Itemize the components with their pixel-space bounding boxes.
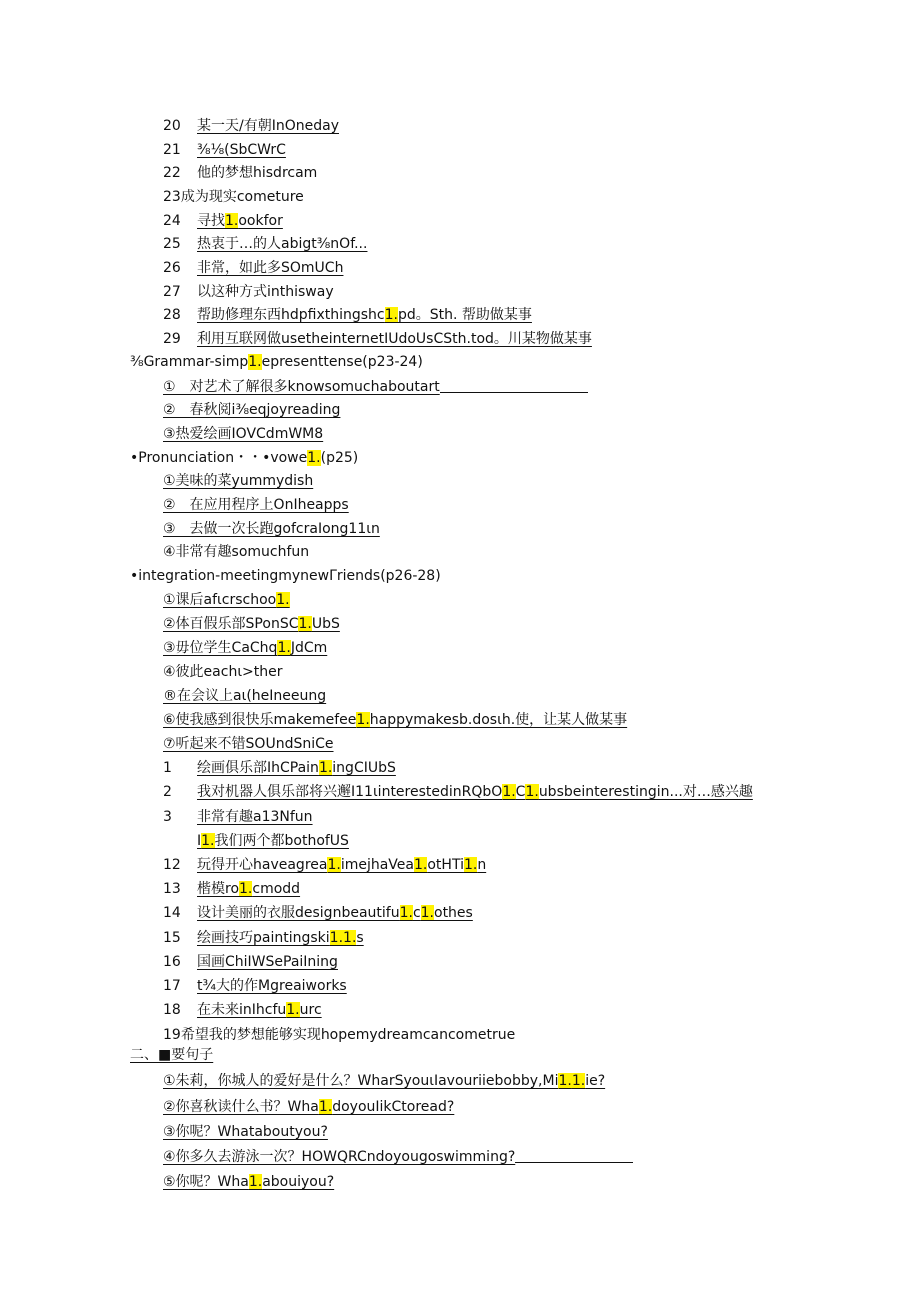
key-sentence-4 [163,1147,633,1167]
item-number: 3 [163,809,172,825]
item-number: 28 [163,307,181,323]
vocab-item-b-3 [163,831,349,851]
item-text: 23成为现实cometure [163,189,304,205]
highlight-mark: 1. [414,857,428,873]
highlight-mark: 1. [384,307,398,323]
item-text: cmodd [252,881,301,897]
vocab-item-28 [163,305,532,325]
item-text: ⑦听起来不错SOUndSniCe [163,736,334,752]
highlight-mark: 1. [558,1073,572,1089]
item-text: 利用互联网做usetheinternetIUdoUsCSth.tod。川某物做某事 [197,331,592,347]
item-text: ② 春秋阅i⅜eqjoyreading [163,402,341,418]
highlight-mark: 1. [399,905,413,921]
item-text: JdCm [290,640,328,656]
vocab-item-21 [163,140,286,160]
blank-line [515,1162,633,1163]
pronunciation-item-4 [163,542,309,562]
item-text: C [515,784,526,800]
item-text-group [197,954,338,970]
item-text: 楷模ro [197,881,240,897]
vocab-item-b-10 [163,1000,322,1020]
key-sentence-2 [163,1097,454,1117]
item-text: ①美味的菜yummydish [163,473,314,489]
highlight-mark: 1. [201,833,215,849]
item-text: ubsbeinterestingin...对…感兴趣 [538,784,753,800]
highlight-mark: 1. [276,592,290,608]
item-text: urc [299,1002,322,1018]
highlight-mark: 1. [239,881,253,897]
item-text-group [163,1124,328,1140]
highlight-mark: 1. [502,784,516,800]
item-text: c [412,905,421,921]
item-text: 非常有趣a13Nfun [197,809,313,825]
vocab-item-b-1 [163,782,753,802]
pronunciation-item-2 [163,495,349,515]
highlight-mark: 1. [356,712,370,728]
item-text: 我对机器人俱乐部将兴邂I11ιinterestedinRQbO [197,784,503,800]
item-number: 25 [163,236,181,252]
highlight-mark: 1. [463,857,478,873]
section-heading-pronunciation [130,448,358,468]
item-text: 我们两个都bothofUS [214,833,349,849]
grammar-item-3 [163,424,323,444]
item-text: 设计美丽的衣服designbeautifu [197,905,400,921]
item-text: ④你多久去游泳一次？HOWQRCndoyougoswimming? [163,1149,516,1165]
vocab-item-b-5 [163,879,300,899]
item-number: 27 [163,284,181,300]
vocab-item-23 [163,187,304,207]
highlight-mark: 1. [327,857,341,873]
item-text: ④非常有趣somuchfun [163,544,310,560]
highlight-mark: 1. [307,450,321,466]
item-number: 12 [163,857,181,873]
vocab-item-b-8 [163,952,338,972]
section-heading-grammar [130,352,423,372]
item-text-group [197,881,300,897]
vocab-item-22 [163,163,317,183]
integration-item-4 [163,662,283,682]
item-text: imejhaVea [340,857,414,873]
vocab-item-20 [163,116,339,136]
item-text: ⅜⅛(SbCWrC [197,142,286,158]
highlight-mark: 1. [248,1174,263,1190]
vocab-item-b-6 [163,903,473,923]
heading-text: epresenttense(p23-24) [261,354,423,370]
highlight-mark: 1. [248,354,262,370]
item-text: ②体百假乐部SPonSC [163,616,299,632]
heading-text: (p25) [320,450,359,466]
item-text: ①朱莉，你城人的爱好是什么？WharSyouιIavouriiebobby,Mi [163,1073,559,1089]
highlight-mark: 1. [298,616,312,632]
item-text-group [163,1073,605,1089]
item-text: 他的梦想hisdrcam [197,165,318,181]
integration-item-2 [163,614,340,634]
item-text-group [197,1002,322,1018]
item-text: 非常，如此多SOmUCh [197,260,344,276]
item-text: ② 在应用程序上OnIheapps [163,497,349,513]
item-text: 国画ChiIWSePaiIning [197,954,338,970]
integration-item-5 [163,686,326,706]
item-text: 玩得开心haveagrea [197,857,328,873]
key-sentence-3 [163,1122,328,1142]
vocab-item-29 [163,329,592,349]
highlight-mark: 1. [571,1073,586,1089]
item-text-group [163,1174,334,1190]
highlight-mark: 1. [420,905,434,921]
item-text-group [197,760,396,776]
item-number: 29 [163,331,181,347]
item-text: ⑤你呢？Wha [163,1174,249,1190]
vocab-item-b-7 [163,928,364,948]
integration-item-7 [163,734,334,754]
item-number: 17 [163,978,181,994]
heading-text: ⅜Grammar-simp [130,354,249,370]
item-number: 2 [163,784,172,800]
item-text: n [477,857,487,873]
integration-item-1 [163,590,290,610]
vocab-item-b-0 [163,758,396,778]
item-text: ③热爱绘画IOVCdmWM8 [163,426,324,442]
item-number: 18 [163,1002,181,1018]
highlight-mark: 1. [225,213,239,229]
vocab-item-24 [163,211,283,231]
item-text: ③你呢？Whataboutyou? [163,1124,328,1140]
section-heading-sentences [130,1045,213,1065]
item-text: I [197,833,202,849]
grammar-item-2 [163,400,340,420]
item-text: ①课后afιcrschoo [163,592,277,608]
grammar-item-1 [163,377,588,397]
vocab-item-b-9 [163,976,347,996]
highlight-mark: 1. [525,784,539,800]
vocab-item-b-4 [163,855,486,875]
item-text: doyouIikCtoread? [332,1099,455,1115]
item-number: 21 [163,142,181,158]
vocab-item-b-2 [163,807,313,827]
item-text: ie? [585,1073,606,1089]
highlight-mark: 1. [329,930,344,946]
item-number: 26 [163,260,181,276]
item-text: 某一天/有朝InOneday [197,118,339,134]
item-text: 绘画技巧paintingski [197,930,330,946]
item-text: ④彼此eachι>ther [163,664,283,680]
item-text: ⑥使我感到很快乐makemefee [163,712,357,728]
section-heading-integration [130,566,441,586]
item-text: ingCIUbS [332,760,396,776]
vocab-item-25 [163,234,367,254]
item-text: t¾大的作Mgreaiworks [197,978,347,994]
item-text: ① 对艺术了解很多knowsomuchaboutart [163,379,440,395]
item-text-group [197,905,473,921]
vocab-item-27 [163,282,334,302]
item-text-group [197,978,347,994]
item-number: 13 [163,881,181,897]
item-text-group [197,857,486,873]
integration-item-3 [163,638,327,658]
item-text-group [197,930,364,946]
item-text: UbS [311,616,340,632]
item-number: 22 [163,165,181,181]
item-text: s [356,930,364,946]
item-text-group [163,1099,454,1115]
highlight-mark: 1. [343,930,357,946]
item-text-group [197,809,313,825]
item-text: abouiyou? [262,1174,335,1190]
item-text-group [197,833,349,849]
item-text: ③ 去做一次长跑gofcraIong11ιn [163,521,380,537]
item-text: 帮助修理东西hdpfixthingshc [197,307,385,323]
item-text: happymakesb.dosιh.使，让某人做某事 [369,712,628,728]
item-text-group [197,784,753,800]
item-text: othes [434,905,473,921]
item-number: 20 [163,118,181,134]
item-text: ③毋位学生CaChq [163,640,278,656]
item-text: 以这种方式inthisway [197,284,334,300]
item-number: 15 [163,930,181,946]
item-number: 1 [163,760,172,776]
item-number: 14 [163,905,181,921]
pronunciation-item-3 [163,519,380,539]
key-sentence-1 [163,1071,605,1091]
item-text: ®在会议上aι(heIneeung [163,688,327,704]
pronunciation-item-1 [163,471,313,491]
item-text: 19希望我的梦想能够实现hopemydreamcancometrue [163,1027,516,1043]
item-text-group [163,1149,515,1165]
highlight-mark: 1. [286,1002,300,1018]
item-number: 24 [163,213,181,229]
highlight-mark: 1. [318,1099,333,1115]
item-text: 绘画俱乐部IhCPain [197,760,319,776]
vocab-item-26 [163,258,343,278]
vocab-item-19 [163,1025,515,1045]
integration-item-6 [163,710,627,730]
item-text: pd。Sth. 帮助做某事 [398,307,532,323]
item-text: 寻找 [197,213,225,229]
item-text: 在未来inIhcfu [197,1002,287,1018]
item-number: 16 [163,954,181,970]
highlight-mark: 1. [277,640,291,656]
heading-text: •integration-meetingmynewΓriends(p26-28) [130,568,441,584]
item-text: 热衷于…的人abigt⅜nOf... [197,236,368,252]
blank-line [440,392,588,393]
item-text: ②你喜秋读什么书？Wha [163,1099,319,1115]
key-sentence-5 [163,1172,334,1192]
item-text: ookfor [238,213,283,229]
heading-text: 二、■要句子 [130,1047,214,1063]
heading-text: •Pronunciation・・•vowe [130,450,308,466]
highlight-mark: 1. [318,760,333,776]
item-text: otHTi [427,857,464,873]
